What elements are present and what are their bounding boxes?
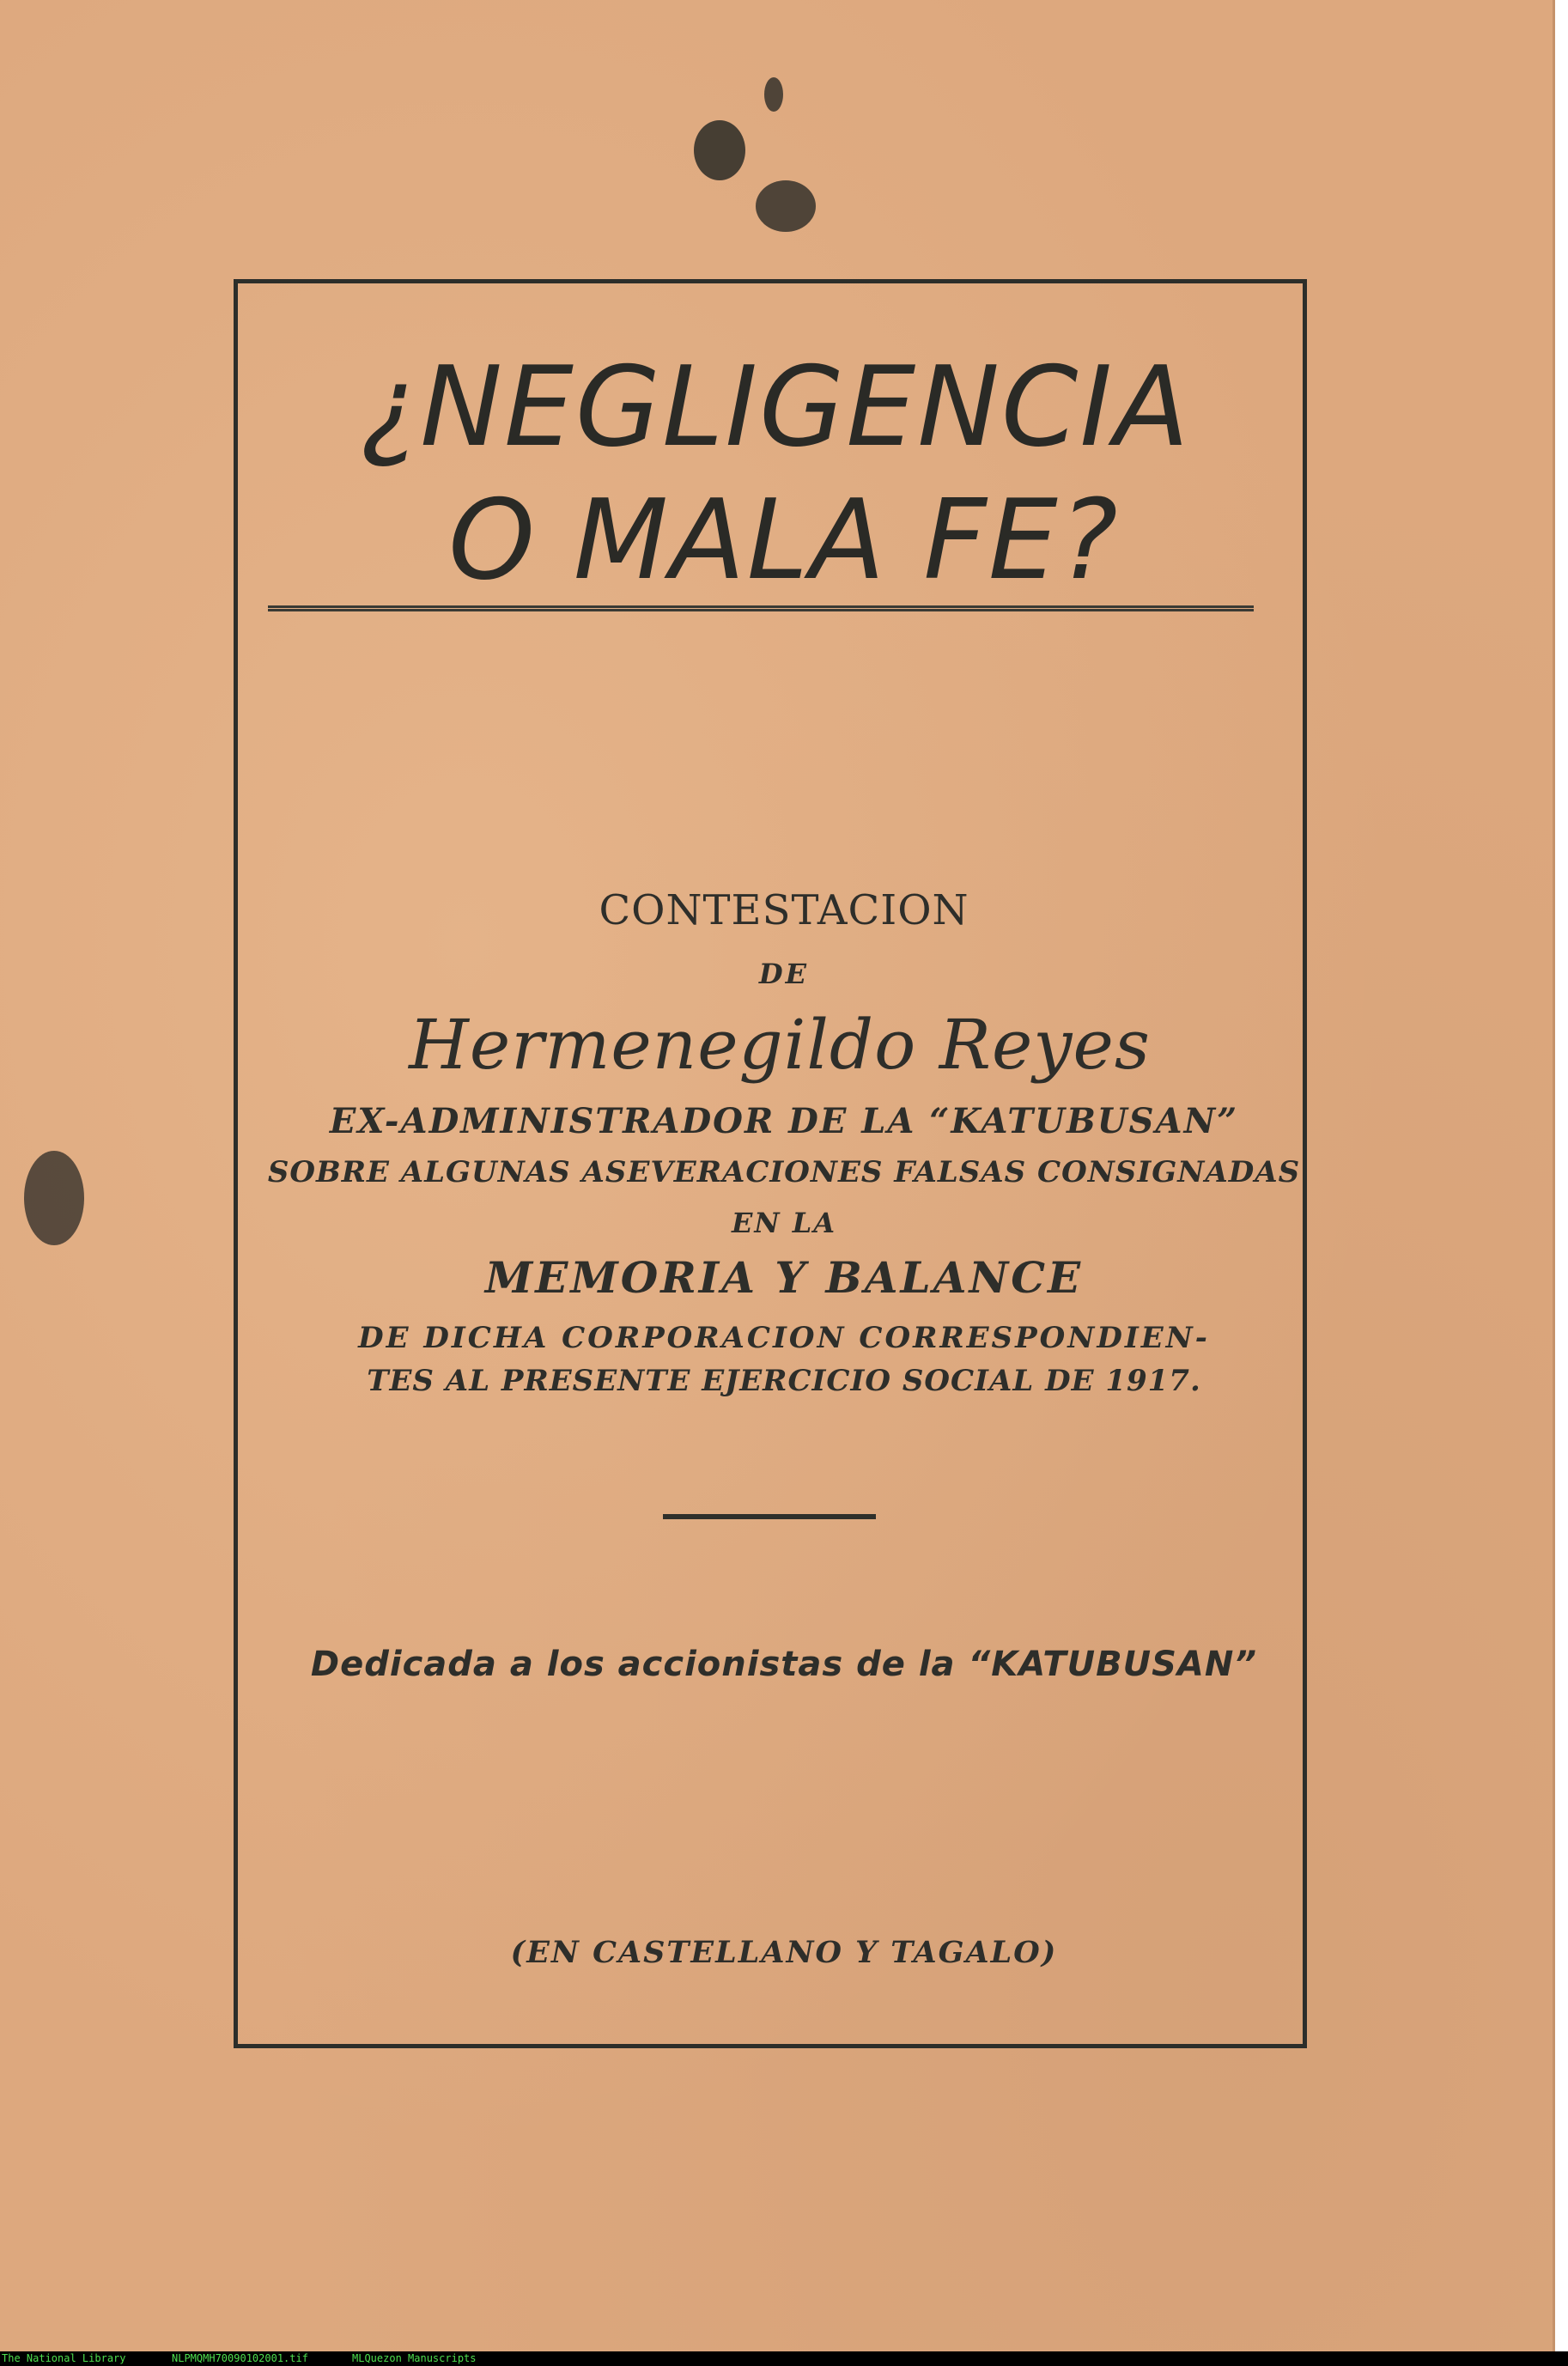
section-divider <box>663 1514 876 1519</box>
en-la-label: EN LA <box>731 1207 837 1239</box>
title-double-rule <box>268 605 1254 611</box>
de-label: DE <box>758 958 810 990</box>
ink-stain-top-dot <box>764 77 783 112</box>
footer-collection: MLQuezon Manuscripts <box>352 2352 477 2364</box>
author-name: Hermenegildo Reyes <box>409 1005 1151 1085</box>
ink-stain-top <box>694 120 745 180</box>
title-line-1: ¿NEGLIGENCIA <box>360 344 1191 471</box>
languages-note: (EN CASTELLANO Y TAGALO) <box>510 1935 1058 1970</box>
report-title: MEMORIA Y BALANCE <box>484 1252 1084 1303</box>
author-role: EX-ADMINISTRADOR DE LA “KATUBUSAN” <box>329 1101 1239 1141</box>
contestacion-heading: CONTESTACION <box>599 886 969 934</box>
title-line-2: O MALA FE? <box>448 477 1120 605</box>
footer-filename: NLPMQMH70090102001.tif <box>172 2352 308 2364</box>
dedication: Dedicada a los accionistas de la “KATUBUSAN” <box>310 1645 1258 1684</box>
footer-library: The National Library <box>2 2352 126 2364</box>
scan-footer-bar <box>0 2351 1568 2366</box>
report-line-2: TES AL PRESENTE EJERCICIO SOCIAL DE 1917. <box>367 1364 1201 1398</box>
ink-stain-top-small <box>756 180 816 232</box>
report-line-1: DE DICHA CORPORACION CORRESPONDIEN- <box>358 1321 1210 1355</box>
subject-line: SOBRE ALGUNAS ASEVERACIONES FALSAS CONSIGNADAS <box>267 1155 1301 1189</box>
